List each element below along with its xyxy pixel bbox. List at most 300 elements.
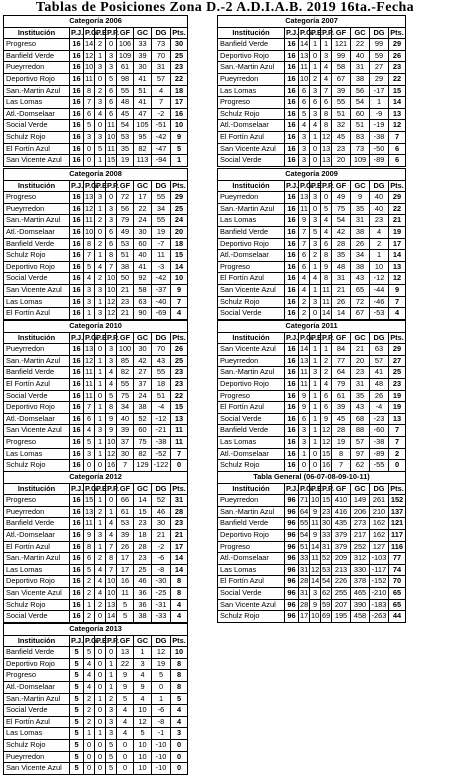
team-name: Schulz Rojo (218, 460, 285, 472)
stat-cell: 6 (106, 226, 117, 238)
stat-cell: 12 (106, 296, 117, 308)
stat-cell: 26 (370, 390, 389, 402)
stat-cell: 3 (310, 238, 321, 250)
stat-cell: 43 (351, 273, 370, 285)
stat-cell: 10 (106, 273, 117, 285)
stat-cell: 7 (106, 261, 117, 273)
stat-cell: 16 (285, 402, 299, 414)
stat-cell: 162 (370, 518, 389, 530)
stat-cell: 1 (95, 50, 106, 62)
team-name: Pueyrredon (4, 62, 70, 74)
stat-cell: 127 (370, 541, 389, 553)
stat-cell: 55 (299, 518, 310, 530)
table-row (4, 273, 188, 285)
stat-cell: 16 (70, 296, 84, 308)
table-caption-row (4, 16, 188, 28)
stat-cell: 210 (370, 506, 389, 518)
stat-cell: 28 (299, 576, 310, 588)
column-header: P.G. (299, 27, 310, 39)
table-row (218, 143, 406, 155)
stat-cell: 0 (95, 705, 106, 717)
table-header-row (218, 180, 406, 192)
table-row (4, 553, 188, 565)
stat-cell: 31 (351, 62, 370, 74)
stat-cell: 16 (70, 39, 84, 51)
stat-cell: 4 (106, 378, 117, 390)
team-name: Banfield Verde (218, 226, 285, 238)
stat-cell: 19 (152, 658, 171, 670)
stat-cell: 21 (117, 284, 134, 296)
stat-cell: 77 (332, 355, 351, 367)
stat-cell: 1 (84, 599, 95, 611)
team-name: Pueyrredon (4, 203, 70, 215)
stat-cell: 3 (106, 344, 117, 356)
team-name: Las Lomas (218, 85, 285, 97)
stat-cell: 8 (106, 250, 117, 262)
stat-cell: 33 (321, 529, 332, 541)
stat-cell: 73 (152, 39, 171, 51)
table-header-row (4, 180, 188, 192)
stat-cell: 5 (70, 716, 84, 728)
stat-cell: 17 (299, 611, 310, 623)
stat-cell: 22 (351, 39, 370, 51)
stat-cell: 0 (310, 448, 321, 460)
stat-cell: 3 (299, 155, 310, 167)
stat-cell: 36 (134, 587, 152, 599)
column-header: P.E. (95, 635, 106, 647)
team-name: Atl.-Domselaar (218, 250, 285, 262)
stat-cell: 0 (310, 155, 321, 167)
column-header: P.J. (70, 483, 84, 495)
stat-cell: 1 (310, 390, 321, 402)
stat-cell: 1 (370, 250, 389, 262)
stat-cell: 16 (285, 425, 299, 437)
team-name: Progreso (218, 390, 285, 402)
team-name: Las Lomas (4, 97, 70, 109)
table-caption: Categoría 2010 (4, 321, 188, 333)
table-row (4, 203, 188, 215)
stat-cell: -19 (370, 120, 389, 132)
table-caption-row (4, 472, 188, 484)
table-row (4, 308, 188, 320)
stat-cell: 32 (332, 120, 351, 132)
stat-cell: 6 (299, 97, 310, 109)
stat-cell: 61 (332, 390, 351, 402)
team-name: Deportivo Rojo (218, 378, 285, 390)
stat-cell: 31 (351, 215, 370, 227)
stat-cell: -44 (370, 284, 389, 296)
stat-cell: 4 (106, 518, 117, 530)
stat-cell: 16 (70, 541, 84, 553)
stat-cell: 0 (84, 155, 95, 167)
stat-cell: 1 (321, 39, 332, 51)
stat-cell: 10 (171, 647, 188, 659)
stat-cell: 11 (299, 378, 310, 390)
stat-cell: 4 (321, 215, 332, 227)
stat-cell: 16 (285, 284, 299, 296)
stat-cell: 217 (351, 529, 370, 541)
column-header: P.P. (321, 483, 332, 495)
table-row (4, 261, 188, 273)
stat-cell: 41 (370, 367, 389, 379)
stat-cell: 27 (134, 367, 152, 379)
column-header: P.E. (95, 27, 106, 39)
table-row (4, 97, 188, 109)
stat-cell: 5 (70, 728, 84, 740)
stat-cell: 74 (389, 564, 406, 576)
column-header: P.G. (299, 483, 310, 495)
table-caption: Categoría 2006 (4, 16, 188, 28)
stat-cell: 0 (106, 192, 117, 204)
stat-cell: 7 (299, 226, 310, 238)
stat-cell: 1 (310, 425, 321, 437)
stat-cell: 33 (299, 553, 310, 565)
stat-cell: 16 (70, 108, 84, 120)
stat-cell: 59 (370, 50, 389, 62)
table-row (4, 506, 188, 518)
stat-cell: 0 (171, 460, 188, 472)
stat-cell: 16 (285, 62, 299, 74)
stat-cell: 16 (285, 448, 299, 460)
stat-cell: 11 (299, 203, 310, 215)
stat-cell: 4 (171, 599, 188, 611)
stat-cell: 0 (310, 460, 321, 472)
column-header: P.J. (70, 635, 84, 647)
stat-cell: 7 (321, 85, 332, 97)
stat-cell: 1 (171, 155, 188, 167)
column-header: P.E. (310, 27, 321, 39)
stat-cell: 4 (117, 728, 134, 740)
stat-cell: 3 (95, 308, 106, 320)
stat-cell: 465 (351, 587, 370, 599)
stat-cell: 21 (389, 215, 406, 227)
column-header: GC (351, 180, 370, 192)
team-name: Progreso (218, 261, 285, 273)
stat-cell: 2 (321, 367, 332, 379)
column-header: Institución (4, 27, 70, 39)
stat-cell: 12 (84, 355, 95, 367)
stat-cell: -103 (370, 553, 389, 565)
stat-cell: 435 (332, 518, 351, 530)
stat-cell: 7 (117, 460, 134, 472)
stat-cell: 0 (95, 226, 106, 238)
table-row (218, 390, 406, 402)
stat-cell: 26 (351, 238, 370, 250)
stat-cell: 8 (171, 587, 188, 599)
stat-cell: 51 (332, 108, 351, 120)
stat-cell: 8 (106, 553, 117, 565)
column-header: Pts. (389, 483, 406, 495)
stat-cell: 1 (134, 647, 152, 659)
stat-cell: 16 (171, 108, 188, 120)
stat-cell: 11 (84, 73, 95, 85)
table-row (4, 739, 188, 751)
table-header-row (218, 27, 406, 39)
stat-cell: 5 (106, 751, 117, 763)
stat-cell: 3 (310, 587, 321, 599)
stat-cell: 13 (106, 599, 117, 611)
stat-cell: 48 (332, 261, 351, 273)
team-name: Pueyrredon (218, 495, 285, 507)
table-row (218, 73, 406, 85)
stat-cell: 10 (171, 273, 188, 285)
stat-cell: 378 (351, 576, 370, 588)
table-row (4, 284, 188, 296)
table-row (4, 355, 188, 367)
stat-cell: 12 (389, 273, 406, 285)
stat-cell: 8 (321, 120, 332, 132)
stat-cell: 97 (351, 448, 370, 460)
column-header: P.E. (95, 180, 106, 192)
column-header: P.P. (321, 27, 332, 39)
team-name: Deportivo Rojo (4, 73, 70, 85)
column-header: P.P. (106, 483, 117, 495)
stat-cell: 7 (84, 97, 95, 109)
team-name: San Vicente Azul (218, 143, 285, 155)
stat-cell: 51 (351, 120, 370, 132)
stat-cell: 8 (321, 273, 332, 285)
stat-cell: 261 (370, 495, 389, 507)
table-row (218, 308, 406, 320)
stat-cell: -10 (152, 763, 171, 775)
standings-table (217, 15, 406, 167)
stat-cell: -1 (152, 728, 171, 740)
stat-cell: 1 (310, 284, 321, 296)
table-row (218, 506, 406, 518)
stat-cell: 17 (117, 564, 134, 576)
table-row (218, 203, 406, 215)
team-name: Social Verde (218, 155, 285, 167)
stat-cell: 0 (95, 658, 106, 670)
stat-cell: 57 (351, 436, 370, 448)
stat-cell: 11 (321, 296, 332, 308)
stat-cell: 16 (70, 85, 84, 97)
stat-cell: 5 (310, 226, 321, 238)
stat-cell: 43 (351, 402, 370, 414)
table-row (218, 120, 406, 132)
stat-cell: -21 (152, 425, 171, 437)
stat-cell: 16 (70, 378, 84, 390)
stat-cell: -69 (152, 308, 171, 320)
stat-cell: 0 (152, 681, 171, 693)
stat-cell: 11 (299, 62, 310, 74)
stat-cell: 16 (285, 460, 299, 472)
table-row (4, 226, 188, 238)
stat-cell: 18 (171, 238, 188, 250)
stat-cell: 13 (389, 261, 406, 273)
table-row (218, 226, 406, 238)
stat-cell: 10 (134, 739, 152, 751)
stat-cell: 3 (84, 296, 95, 308)
team-name: Schulz Rojo (4, 460, 70, 472)
stat-cell: 10 (84, 62, 95, 74)
team-name: Pueyrredon (218, 355, 285, 367)
stat-cell: 5 (70, 739, 84, 751)
stat-cell: 11 (152, 250, 171, 262)
team-name: El Fortín Azul (4, 308, 70, 320)
stat-cell: 63 (134, 296, 152, 308)
stat-cell: 458 (351, 611, 370, 623)
stat-cell: 9 (84, 529, 95, 541)
stat-cell: 19 (332, 436, 351, 448)
stat-cell: 45 (117, 108, 134, 120)
stat-cell: 16 (70, 131, 84, 143)
team-name: Social Verde (4, 705, 70, 717)
stat-cell: 14 (389, 250, 406, 262)
stat-cell: -2 (152, 108, 171, 120)
stat-cell: 21 (351, 344, 370, 356)
stat-cell: 25 (171, 50, 188, 62)
stat-cell: 1 (95, 155, 106, 167)
stat-cell: 10 (370, 261, 389, 273)
stat-cell: 28 (134, 541, 152, 553)
stat-cell: 12 (321, 131, 332, 143)
stat-cell: 3 (95, 529, 106, 541)
stat-cell: 4 (84, 273, 95, 285)
column-header: Institución (218, 27, 285, 39)
column-header: P.P. (321, 332, 332, 344)
column-header: Institución (4, 483, 70, 495)
stat-cell: 4 (299, 273, 310, 285)
stat-cell: 16 (70, 413, 84, 425)
standings-table (217, 320, 406, 472)
stat-cell: 5 (106, 390, 117, 402)
table-caption: Categoría 2009 (218, 169, 406, 181)
stat-cell: 3 (106, 62, 117, 74)
stat-cell: 52 (134, 413, 152, 425)
stat-cell: -42 (152, 273, 171, 285)
stat-cell: 14 (310, 576, 321, 588)
stat-cell: 5 (106, 739, 117, 751)
stat-cell: 88 (351, 425, 370, 437)
stat-cell: 23 (171, 518, 188, 530)
team-name: San.-Martin Azul (218, 367, 285, 379)
stat-cell: 37 (117, 436, 134, 448)
table-row (218, 460, 406, 472)
stat-cell: 1 (310, 131, 321, 143)
stat-cell: 0 (299, 460, 310, 472)
team-name: Atl.-Domselaar (4, 226, 70, 238)
table-row (4, 611, 188, 623)
stat-cell: 16 (285, 108, 299, 120)
stat-cell: -4 (152, 402, 171, 414)
stat-cell: 6 (299, 250, 310, 262)
stat-cell: 23 (134, 553, 152, 565)
column-header: P.P. (106, 332, 117, 344)
stat-cell: 20 (332, 155, 351, 167)
table-row (218, 553, 406, 565)
stat-cell: 3 (310, 215, 321, 227)
column-header: P.P. (106, 27, 117, 39)
stat-cell: 17 (117, 553, 134, 565)
stat-cell: 10 (106, 576, 117, 588)
stat-cell: 3 (310, 192, 321, 204)
stat-cell: 2 (84, 705, 95, 717)
stat-cell: 55 (117, 378, 134, 390)
stat-cell: 16 (285, 50, 299, 62)
stat-cell: 12 (310, 564, 321, 576)
stat-cell: 0 (84, 739, 95, 751)
table-row (218, 355, 406, 367)
stat-cell: -12 (152, 413, 171, 425)
table-caption-row (4, 169, 188, 181)
stat-cell: 16 (285, 131, 299, 143)
team-name: Banfield Verde (4, 647, 70, 659)
stat-cell: 1 (95, 296, 106, 308)
stat-cell: 15 (171, 250, 188, 262)
column-header: P.J. (70, 27, 84, 39)
stat-cell: 54 (351, 97, 370, 109)
stat-cell: 16 (70, 192, 84, 204)
column-header: DG (370, 27, 389, 39)
stat-cell: 16 (285, 39, 299, 51)
stat-cell: 21 (117, 308, 134, 320)
team-name: El Fortín Azul (218, 273, 285, 285)
stat-cell: 18 (134, 529, 152, 541)
stat-cell: 1 (106, 681, 117, 693)
team-name: El Fortín Azul (4, 143, 70, 155)
stat-cell: 1 (106, 506, 117, 518)
stat-cell: 73 (351, 143, 370, 155)
stat-cell: 96 (285, 553, 299, 565)
team-name: El Fortín Azul (218, 131, 285, 143)
stat-cell: 23 (321, 506, 332, 518)
stat-cell: 16 (106, 460, 117, 472)
stat-cell: 3 (299, 131, 310, 143)
stat-cell: 21 (332, 284, 351, 296)
stat-cell: 16 (285, 73, 299, 85)
stat-cell: 16 (70, 143, 84, 155)
column-header: P.G. (84, 180, 95, 192)
stat-cell: 6 (321, 390, 332, 402)
stat-cell: 11 (106, 143, 117, 155)
stat-cell: 96 (285, 611, 299, 623)
column-header: P.G. (299, 180, 310, 192)
stat-cell: 7 (152, 97, 171, 109)
stat-cell: 13 (321, 143, 332, 155)
table-row (4, 529, 188, 541)
stat-cell: 16 (70, 250, 84, 262)
column-header: P.G. (84, 332, 95, 344)
stat-cell: 23 (351, 367, 370, 379)
stat-cell: 149 (351, 495, 370, 507)
stat-cell: 17 (389, 238, 406, 250)
stat-cell: 4 (321, 226, 332, 238)
team-name: Progreso (4, 495, 70, 507)
stat-cell: 11 (84, 215, 95, 227)
team-name: Progreso (4, 39, 70, 51)
stat-cell: 0 (95, 611, 106, 623)
table-caption-row (4, 624, 188, 636)
stat-cell: 2 (299, 296, 310, 308)
stat-cell: 3 (84, 131, 95, 143)
stat-cell: -183 (370, 599, 389, 611)
stat-cell: 0 (310, 143, 321, 155)
table-row (4, 108, 188, 120)
table-row (218, 541, 406, 553)
stat-cell: 23 (117, 296, 134, 308)
table-row (218, 50, 406, 62)
table-row (4, 155, 188, 167)
stat-cell: 67 (332, 73, 351, 85)
table-row (218, 564, 406, 576)
stat-cell: 4 (321, 73, 332, 85)
stat-cell: 255 (332, 587, 351, 599)
stat-cell: 9 (299, 390, 310, 402)
team-name: Atl.-Domselaar (4, 681, 70, 693)
team-name: San.-Martin Azul (4, 215, 70, 227)
stat-cell: 16 (70, 73, 84, 85)
